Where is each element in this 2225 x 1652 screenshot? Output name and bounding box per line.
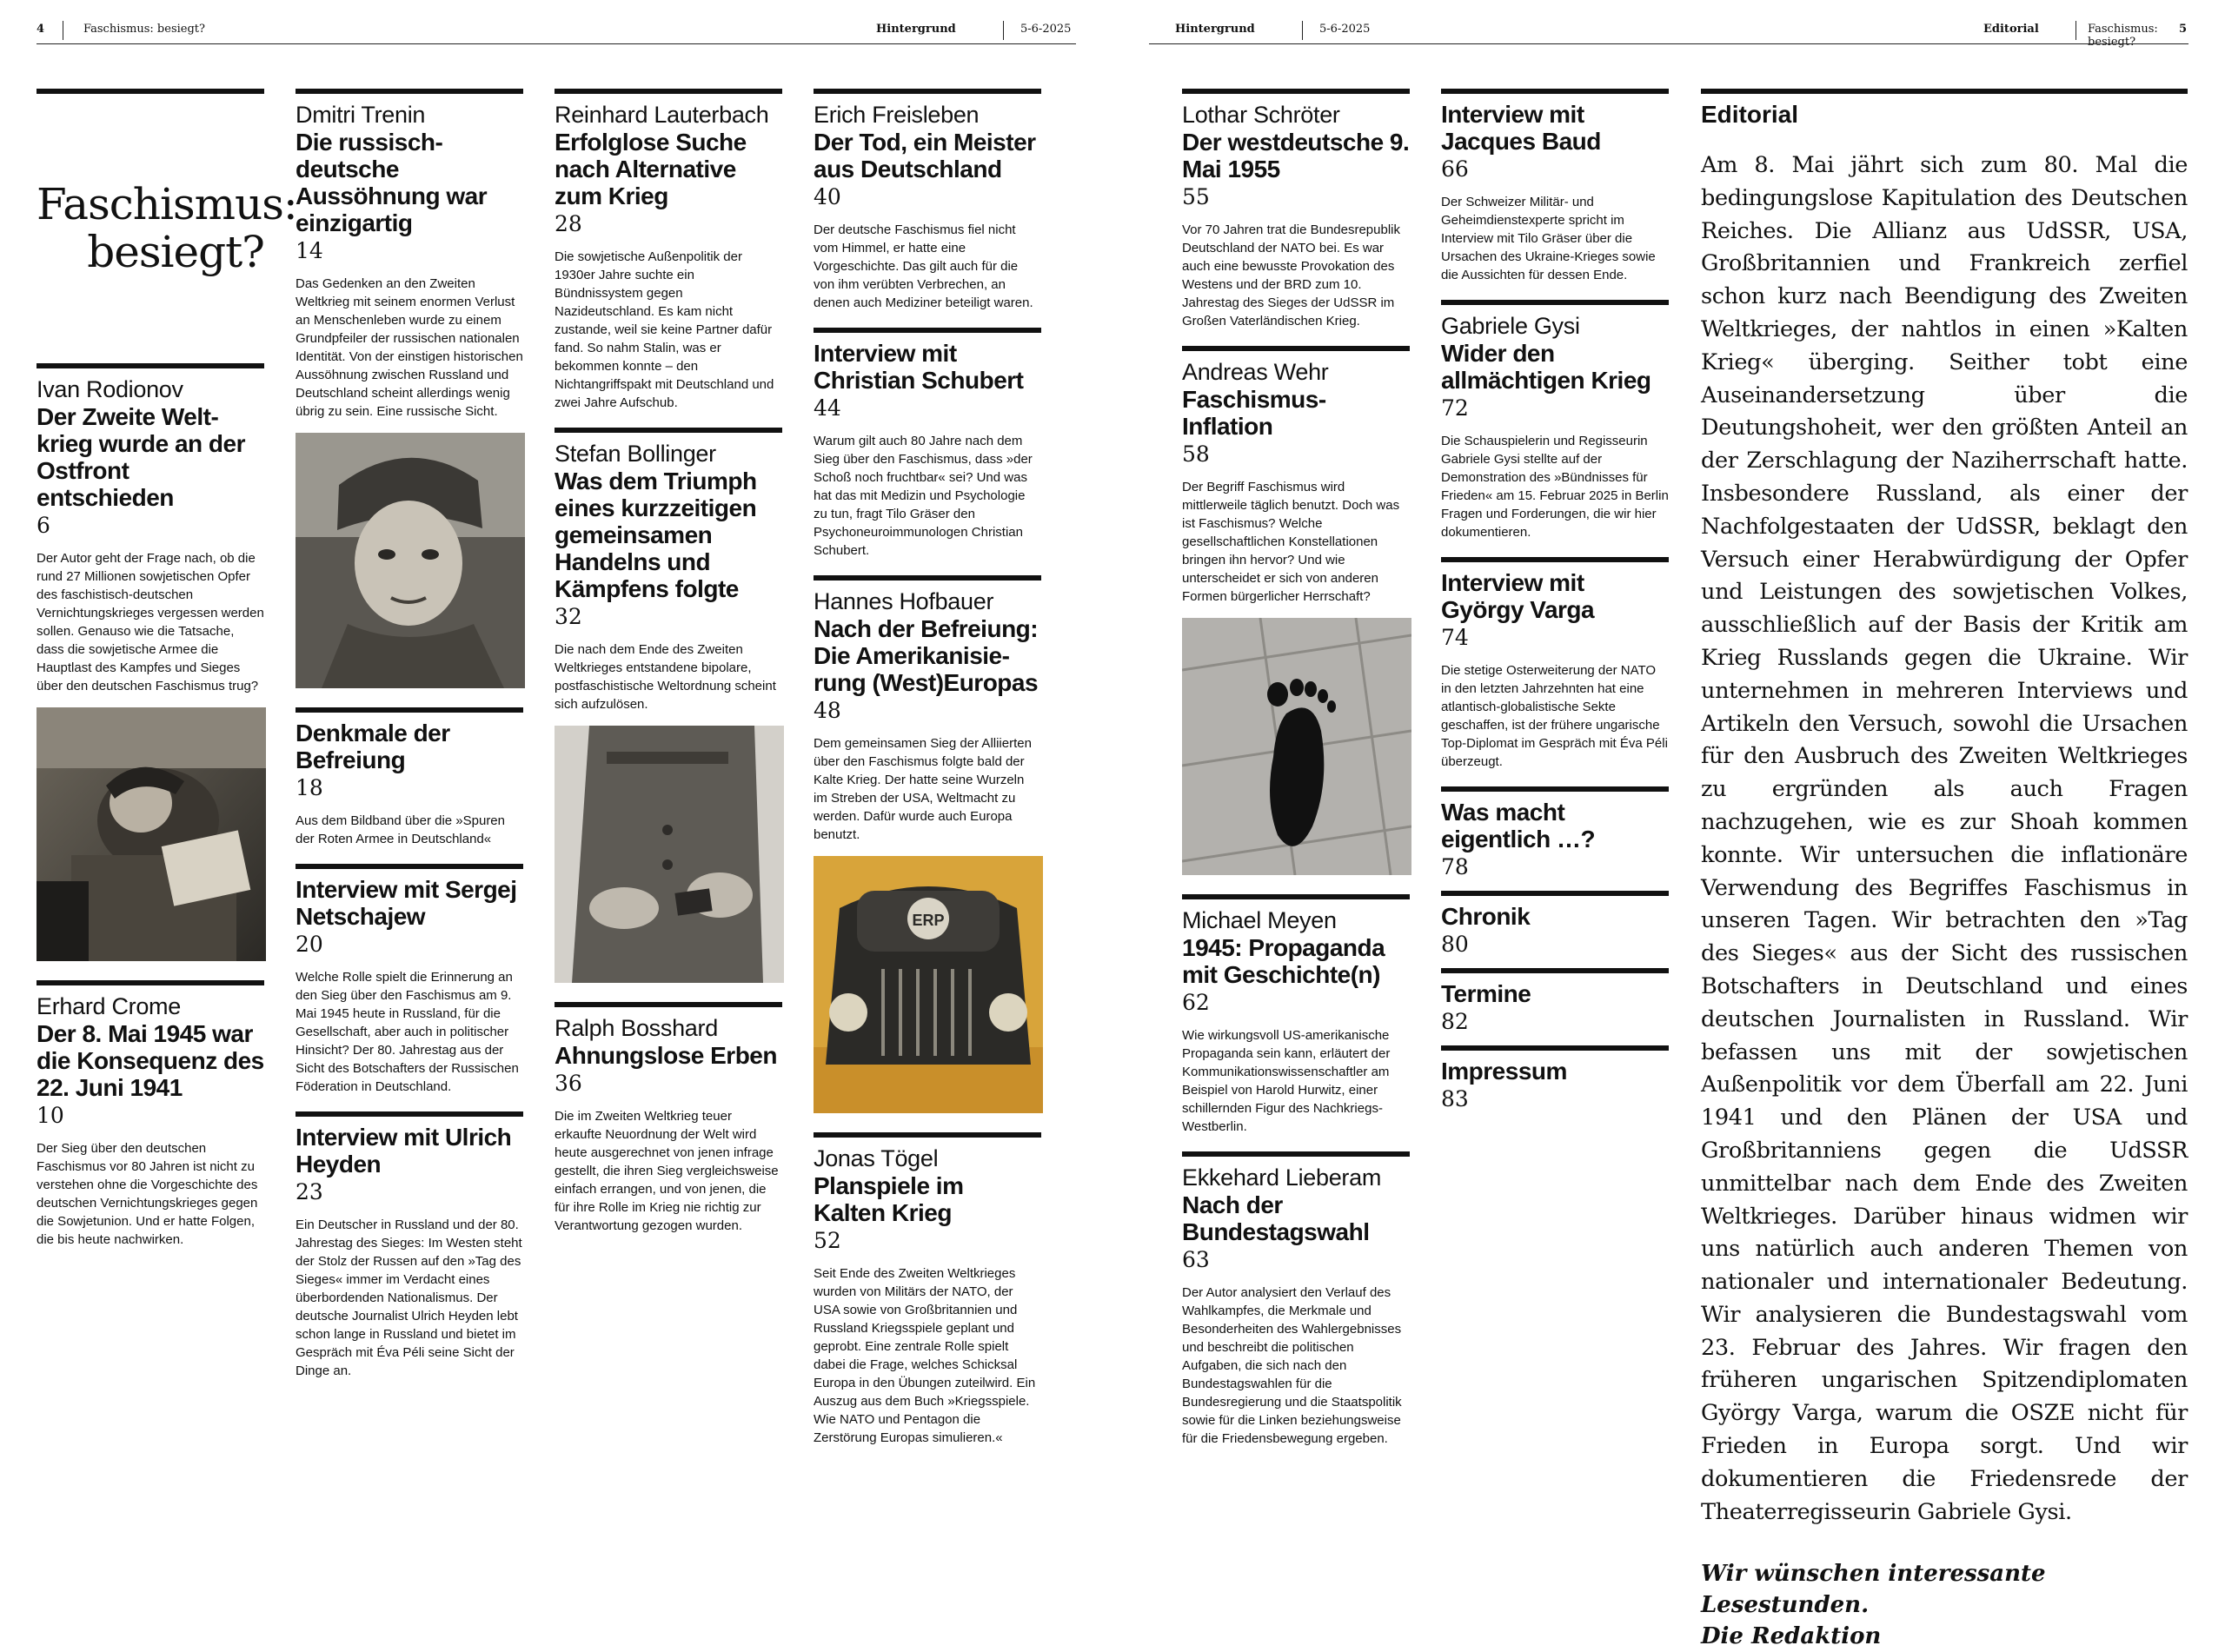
column-rule: [296, 1111, 523, 1117]
date-label: 5-6-2025: [1319, 23, 1371, 36]
entry-page: 23: [296, 1179, 323, 1204]
entry-text: Der Autor analysiert den Verlauf des Wahlkampfes, die Merkmale und Besonderheiten des Wahlergebnisses und beschreibt die politischen Aufgaben, die sich nach den Bundestagswahlen für die Bundesregierung und die Staatspolitik sowie für die Linken beziehungsweise für die Friedensbewegung ergeben.: [1182, 1285, 1402, 1446]
toc-entry-crome[interactable]: [37, 992, 264, 1249]
entry-text: Dem gemeinsamen Sieg der Alliierten über den Faschismus folgte bald der Kalte Krieg. Der hatte seine Wurzeln im Streben der USA, Weltmacht zu werden. Dafür wurde auch Europa benutzt.: [814, 736, 1032, 842]
entry-title: Der 8. Mai 1945 war die Konsequenz des 22. Juni 1941: [37, 1020, 264, 1101]
toc-entry-freisleben[interactable]: [814, 101, 1041, 312]
entry-page: 48: [814, 698, 841, 723]
header-divider: [1302, 21, 1303, 40]
entry-title: Der Zweite Welt-krieg wurde an der Ostfront entschieden: [37, 403, 245, 511]
soldier-reading-image: [37, 707, 266, 961]
toc-entry-heyden[interactable]: [296, 1124, 523, 1380]
entry-author: Stefan Bollinger: [555, 441, 716, 467]
toc-entry-lieberam[interactable]: [1182, 1164, 1410, 1448]
column-rule: [37, 363, 264, 368]
entry-text: Der Schweizer Militär- und Geheimdienstexperte spricht im Interview mit Tilo Gräser über die Ursachen des Ukraine-Krieges sowie die Aussichten für dessen Ende.: [1441, 195, 1656, 282]
entry-text: Der Sieg über den deutschen Faschismus vor 80 Jahren ist nicht zu verstehen ohne die Vorgeschichte des deutschen Vernichtungskrieges gegen die Sowjetunion. Und er hatte Folgen, die bis heute nachwirken.: [37, 1141, 258, 1247]
entry-page: 55: [1182, 184, 1210, 209]
column-rule: [814, 89, 1041, 94]
entry-title: Termine: [1441, 980, 1531, 1007]
photo-soldier-reading: [37, 707, 266, 961]
entry-author: Erhard Crome: [37, 993, 181, 1019]
column-rule: [1441, 891, 1669, 896]
entry-author: Lothar Schröter: [1182, 102, 1340, 128]
entry-title: Was dem Triumph eines kurzzeitigen gemeinsamen Handelns und Kämpfens folgte: [555, 468, 757, 602]
entry-text: Wie wirkungsvoll US-amerikanische Propaganda sein kann, erläutert der Kommunikationswissenschaftler am Beispiel von Harold Hurwitz, einer schillernden Figur des Nachkriegs-Westberlin.: [1182, 1028, 1391, 1134]
entry-title: Der Tod, ein Meister aus Deutschland: [814, 129, 1036, 182]
column-rule: [1182, 1151, 1410, 1157]
entry-text: Aus dem Bildband über die »Spuren der Roten Armee in Deutschland«: [296, 813, 505, 846]
entry-title: Interview mit Christian Schubert: [814, 340, 1024, 394]
entry-author: Gabriele Gysi: [1441, 313, 1580, 339]
entry-page: 58: [1182, 441, 1210, 467]
masthead-title: [37, 101, 297, 363]
column-rule: [1441, 786, 1669, 792]
masthead-line-1: Faschismus:: [37, 179, 297, 229]
entry-title: Erfolglose Suche nach Alternative zum Krieg: [555, 129, 747, 209]
toc-entry-wasmacht[interactable]: [1441, 799, 1669, 880]
toc-entry-toegel[interactable]: [814, 1144, 1041, 1447]
entry-title: Wider den allmächtigen Krieg: [1441, 340, 1651, 394]
editorial-column: [1701, 89, 2188, 1652]
entry-page: 74: [1441, 625, 1469, 650]
entry-page: 63: [1182, 1247, 1210, 1272]
column-rule: [1182, 89, 1410, 94]
column-rule: [814, 575, 1041, 581]
entry-text: Die sowjetische Außenpolitik der 1930er Jahre suchte ein Bündnissystem gegen Nazideutschland. Es kam nicht zustande, weil sie keine Partner dafür fand. So nahm Stalin, was er bekommen konnte – den Nichtangriffspakt mit Deutschland und zwei Jahre Aufschub.: [555, 249, 774, 410]
toc-entry-rodionov[interactable]: [37, 375, 264, 695]
entry-author: Ivan Rodionov: [37, 376, 183, 402]
car-plate: ERP: [912, 912, 945, 929]
column-3: [555, 89, 782, 1242]
entry-text: Die im Zweiten Weltkrieg teuer erkaufte Neuordnung der Welt wird heute ausgerechnet von jenen infrage gestellt, die ihren Sieg vergleichsweise einfach errangen, und von jenen, die für ihre Rolle im Krieg nie richtig zur Verantwortung gezogen wurden.: [555, 1109, 779, 1233]
entry-text: Warum gilt auch 80 Jahre nach dem Sieg über den Faschismus, dass »der Schoß noch fruchtbar« sei? Und was hat das mit Medizin und Psychologie zu tun, fragt Tilo Gräser den Psychoneuroimmunologen Christian Schubert.: [814, 434, 1033, 558]
entry-page: 44: [814, 395, 841, 421]
column-rule: [296, 707, 523, 713]
entry-page: 36: [555, 1071, 582, 1096]
column-rule: [1441, 89, 1669, 94]
toc-entry-netschajew[interactable]: [296, 876, 523, 1096]
column-rule: [1441, 1045, 1669, 1051]
toc-entry-hofbauer[interactable]: [814, 587, 1041, 844]
toc-entry-termine[interactable]: [1441, 980, 1669, 1035]
toc-entry-meyen[interactable]: [1182, 906, 1410, 1136]
entry-page: 66: [1441, 156, 1469, 182]
entry-page: 6: [37, 513, 50, 538]
column-rule: [296, 89, 523, 94]
column-rule: [1182, 346, 1410, 351]
entry-page: 82: [1441, 1009, 1469, 1034]
toc-entry-baud[interactable]: [1441, 101, 1669, 284]
column-rule: [814, 1132, 1041, 1138]
entry-text: Vor 70 Jahren trat die Bundesrepublik Deutschland der NATO bei. Es war auch eine bewusste Provokation des Westens und der BRD zum 10. Jahrestag des Sieges der UdSSR im Großen Vaterländischen Krieg.: [1182, 222, 1400, 328]
photo-hands-passport: [555, 726, 784, 983]
column-rule: [1182, 894, 1410, 899]
column-rule: [296, 864, 523, 869]
entry-title: Impressum: [1441, 1058, 1567, 1085]
column-rule: [555, 89, 782, 94]
entry-title: Nach der Bundestagswahl: [1182, 1191, 1370, 1245]
column-rule: [37, 980, 264, 985]
toc-entry-bosshard[interactable]: [555, 1014, 782, 1235]
entry-page: 18: [296, 775, 323, 800]
entry-author: Dmitri Trenin: [296, 102, 426, 128]
entry-author: Erich Freisleben: [814, 102, 980, 128]
entry-text: Der Begriff Faschismus wird mittlerweile täglich benutzt. Doch was ist Faschismus? Welche gesellschaftlichen Konstellationen bringen ihn hervor? Und wie unterscheidet er sich von anderen Formen bürgerlicher Herrschaft?: [1182, 480, 1400, 604]
toc-entry-impressum[interactable]: [1441, 1058, 1669, 1112]
entry-text: Seit Ende des Zweiten Weltkrieges wurden von Militärs der NATO, der USA sowie von Großbritannien und Russland Kriegsspiele geplant und geprobt. Eine zentrale Rolle spielt dabei die Frage, welches Schicksal Europa in den Übungen zuteilwird. Ein Auszug aus dem Buch »Kriegsspiele. Wie NATO und Pentagon die Zerstörung Europas simulieren.«: [814, 1266, 1036, 1445]
entry-page: 62: [1182, 990, 1210, 1015]
toc-entry-varga[interactable]: [1441, 569, 1669, 771]
date-label: 5-6-2025: [1020, 23, 1072, 36]
soldier-portrait-image: [296, 433, 525, 688]
editorial-body: Am 8. Mai jährt sich zum 80. Mal die bedingungslose Kapitulation des Deutschen Reiches. Die Allianz aus UdSSR, USA, Großbritannien und Frankreich zerfiel schon kurz nach Beendigung des Zweiten Weltkrieges, der nahtlos in einen »Kalten Krieg« überging. Seither tobt eine Auseinandersetzung über die Deutungshoheit, wer den größten Anteil an der Zerschlagung der Naziherrschaft hatte. Insbesondere Russland, als einer der Nachfolgestaaten der UdSSR, beklagt den Versuch einer Herabwürdigung der Opfer und Leistungen des sowjetischen Volkes, ausschließlich auf der Basis der Kritik am Krieg Russlands gegen die Ukraine. Wir unternehmen in mehreren Interviews und Artikeln den Versuch, sowohl die Ursachen für den Ausbruch des Zweiten Weltkrieges zu ergründen als auch Fragen nachzugehen, wie es zur Shoah kommen konnte. Wir untersuchen die inflationäre Verwendung des Begriffes Faschismus in unseren Tagen. Wir betrachten den »Tag des Sieges« aus der Sicht des russischen Botschafters in Deutschland und eines deutschen Journalisten in Russland. Wir befassen uns mit der sowjetischen Außenpolitik vor dem Überfall am 22. Juni 1941 und den Plänen der USA und Großbritanniens gegen die UdSSR unmittelbar nach dem Ende des Zweiten Weltkrieges. Darüber hinaus widmen wir uns natürlich auch anderen Themen von nationaler und internationaler Bedeutung. Wir analysieren die Bundestagswahl vom 23. Februar des Jahres. Wir fragen den früheren ungarischen Spitzendiplomaten György Varga, warum die OSZE nicht für Frieden in Europa sorgt. Und wir dokumentieren die Friedensrede der Theaterregisseurin Gabriele Gysi.: [1701, 152, 2188, 1525]
toc-entry-chronik[interactable]: [1441, 903, 1669, 958]
hands-passport-image: [555, 726, 784, 983]
entry-title: 1945: Propaganda mit Geschichte(n): [1182, 934, 1385, 988]
entry-page: 40: [814, 184, 841, 209]
page-number: 5: [2179, 23, 2188, 36]
entry-title: Denkmale der Befreiung: [296, 720, 450, 773]
entry-page: 14: [296, 238, 323, 263]
category-label: Hintergrund: [1175, 23, 1255, 36]
entry-title: Die russisch-deutsche Aussöhnung war einzigartig: [296, 129, 488, 236]
column-rule: [555, 1002, 782, 1007]
left-page: [0, 0, 1112, 1484]
running-header-left: [37, 17, 1076, 44]
entry-title: Interview mit Ulrich Heyden: [296, 1124, 512, 1178]
column-5: [1182, 89, 1410, 1455]
entry-page: 32: [555, 604, 582, 629]
toc-entry-bollinger[interactable]: [555, 440, 782, 713]
entry-page: 20: [296, 932, 323, 957]
entry-title: Interview mit György Varga: [1441, 569, 1595, 623]
section-label: Faschismus: besiegt?: [83, 23, 205, 36]
column-rule: [814, 328, 1041, 333]
entry-title: Ahnungslose Erben: [555, 1042, 777, 1069]
entry-author: Ekkehard Lieberam: [1182, 1164, 1382, 1191]
toc-entry-denkmale[interactable]: [296, 720, 523, 848]
header-divider: [1003, 21, 1004, 40]
entry-title: Faschismus-Inflation: [1182, 386, 1326, 440]
toc-entry-wehr[interactable]: [1182, 358, 1410, 606]
column-6: [1441, 89, 1669, 1123]
entry-title: Was macht eigentlich …?: [1441, 799, 1596, 853]
toc-entry-lauterbach[interactable]: [555, 101, 782, 412]
category-label: Hintergrund: [876, 23, 956, 36]
entry-author: Jonas Tögel: [814, 1145, 939, 1171]
column-rule: [555, 428, 782, 433]
entry-text: Welche Rolle spielt die Erinnerung an den Sieg über den Faschismus am 9. Mai 1945 heute in Russland, für die Gesellschaft, aber auch in politischer Hinsicht? Der 80. Jahrestag aus der Sicht des Botschafters der Russischen Föderation in Deutschland.: [296, 970, 519, 1094]
entry-text: Der deutsche Faschismus fiel nicht vom Himmel, er hatte eine Vorgeschichte. Das gilt auch für die von ihm verübten Verbrechen, an denen auch Mediziner beteiligt waren.: [814, 222, 1033, 310]
entry-text: Die stetige Osterweiterung der NATO in den letzten Jahrzehnten hat eine atlantisch-globalistische Sekte geschaffen, ist der frühere ungarische Top-Diplomat im Gespräch mit Éva Péli überzeugt.: [1441, 663, 1668, 769]
column-rule: [37, 89, 264, 94]
column-rule: [1701, 89, 2188, 94]
entry-title: Chronik: [1441, 903, 1531, 930]
entry-title: Nach der Befreiung: Die Amerikanisie-rung (West)Europas: [814, 615, 1039, 696]
entry-title: Planspiele im Kalten Krieg: [814, 1172, 964, 1226]
column-1: [37, 89, 297, 1256]
entry-page: 10: [37, 1103, 64, 1128]
editorial-heading: Editorial: [1701, 101, 1799, 128]
entry-page: 78: [1441, 854, 1469, 879]
photo-soldier-portrait: [296, 433, 525, 688]
entry-page: 28: [555, 211, 582, 236]
column-rule: [1441, 557, 1669, 562]
entry-text: Der Autor geht der Frage nach, ob die rund 27 Millionen sowjetischen Opfer des faschistisch-deutschen Vernichtungskrieges vergessen werden sollen. Genauso wie die Tatsache, dass die sowjetische Armee die Hauptlast des Kampfes und Sieges über den deutschen Faschismus trug?: [37, 551, 264, 693]
toc-entry-trenin[interactable]: [296, 101, 523, 421]
entry-page: 72: [1441, 395, 1469, 421]
vintage-car-image: [814, 856, 1043, 1113]
entry-author: Andreas Wehr: [1182, 359, 1329, 385]
toc-entry-gysi[interactable]: [1441, 312, 1669, 541]
entry-author: Ralph Bosshard: [555, 1015, 718, 1041]
column-rule: [1441, 300, 1669, 305]
entry-author: Hannes Hofbauer: [814, 588, 994, 614]
page-number: 4: [37, 23, 45, 36]
column-4: [814, 89, 1041, 1454]
entry-text: Ein Deutscher in Russland und der 80. Jahrestag des Sieges: Im Westen steht der Stolz der Russen auf den »Tag des Sieges« immer im Verdacht eines überbordenden Nationalismus. Der deutsche Journalist Ulrich Heyden lebt schon lange in Russland und bietet im Gespräch mit Éva Péli seine Sicht der Dinge an.: [296, 1217, 522, 1378]
column-2: [296, 89, 523, 1387]
entry-page: 83: [1441, 1086, 1469, 1111]
editorial-signature: Die Redaktion: [1701, 1623, 1882, 1650]
entry-title: Interview mit Sergej Netschajew: [296, 876, 517, 930]
toc-entry-schubert[interactable]: [814, 340, 1041, 560]
masthead-line-2: besiegt?: [87, 227, 264, 277]
photo-vintage-car: [814, 856, 1043, 1113]
entry-text: Die Schauspielerin und Regisseurin Gabriele Gysi stellte auf der Demonstration des »Bündnisses für Frieden« am 15. Februar 2025 in Berlin Fragen und Forderungen, die wir hier dokumentieren.: [1441, 434, 1669, 540]
editorial-closing: [1701, 1558, 2188, 1652]
toc-entry-schroeter[interactable]: [1182, 101, 1410, 330]
entry-author: Reinhard Lauterbach: [555, 102, 769, 128]
entry-text: Die nach dem Ende des Zweiten Weltkrieges entstandene bipolare, postfaschistische Weltordnung scheint sich aufzulösen.: [555, 642, 776, 712]
section-label: Faschismus: besiegt?: [2088, 23, 2158, 49]
entry-title: Interview mit Jacques Baud: [1441, 101, 1601, 155]
entry-title: Der westdeutsche 9. Mai 1955: [1182, 129, 1410, 182]
editorial-closing-line: Wir wünschen interessante Lesestunden.: [1701, 1561, 2046, 1619]
section-title-label: Editorial: [1983, 23, 2039, 36]
entry-page: 80: [1441, 932, 1469, 957]
entry-author: Michael Meyen: [1182, 907, 1337, 933]
entry-page: 52: [814, 1228, 841, 1253]
footprint-image: [1182, 618, 1411, 875]
entry-text: Das Gedenken an den Zweiten Weltkrieg mit seinem enormen Verlust an Menschenleben wurde zu einem Grundpfeiler der russischen nationalen Identität. Von der einstigen historischen Aussöhnung zwischen Russland und Deutschland scheint allerdings wenig übrig zu sein. Eine russische Sicht.: [296, 276, 523, 419]
photo-footprint: [1182, 618, 1411, 875]
right-page: [1112, 0, 2225, 1650]
running-header-right: [1149, 17, 2188, 49]
column-rule: [1441, 968, 1669, 973]
